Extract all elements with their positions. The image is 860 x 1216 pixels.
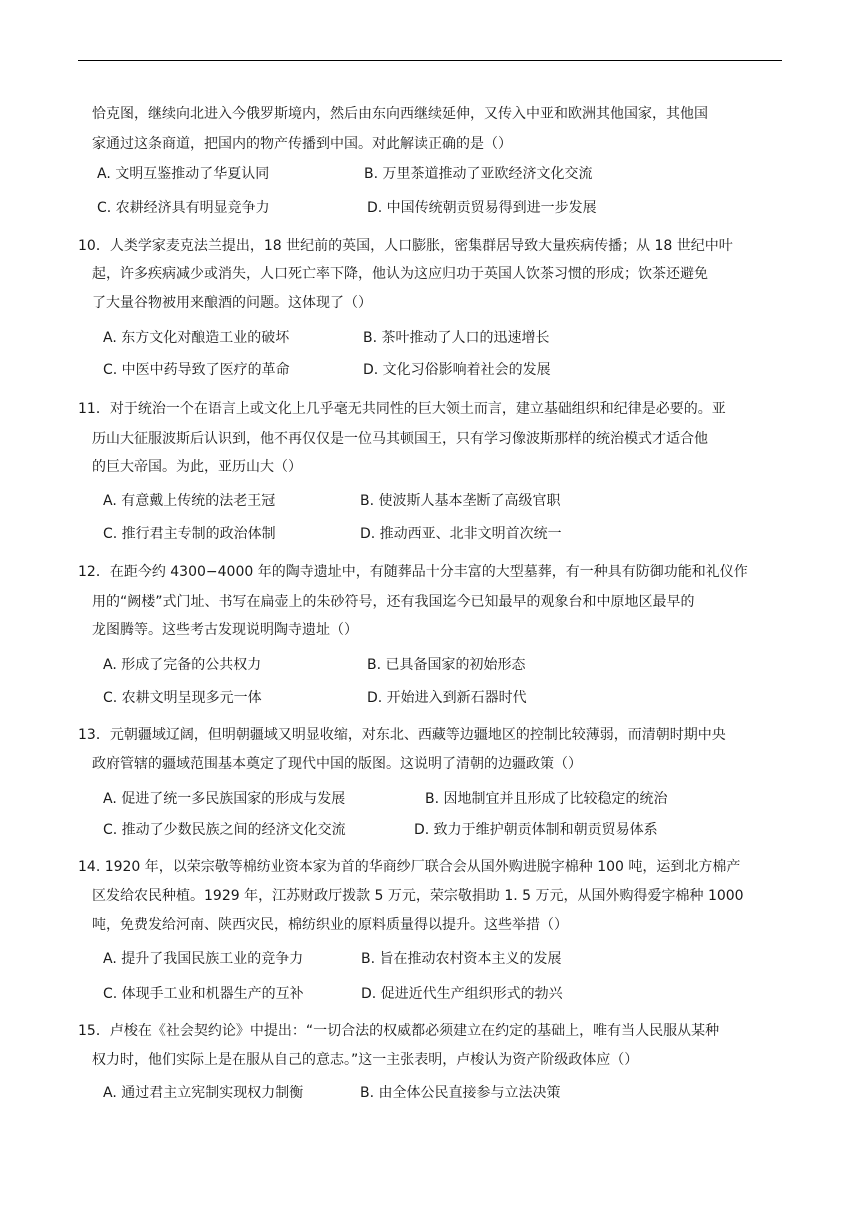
question-text-line: 家通过这条商道，把国内的物产传播到中国。对此解读正确的是（） (92, 136, 512, 152)
option-a: A. 形成了完备的公共权力 (103, 657, 262, 673)
question-11-line: 11．对于统治一个在语言上或文化上几乎毫无共同性的巨大领土而言，建立基础组织和纪律是必要的。亚 (78, 401, 726, 417)
question-12-line: 12．在距今约 4300−4000 年的陶寺遗址中，有随葬品十分丰富的大型墓葬，有一种具有防御功能和礼仪作 (78, 564, 748, 580)
option-b: B. 万里茶道推动了亚欧经济文化交流 (364, 166, 593, 182)
option-a: A. 通过君主立宪制实现权力制衡 (103, 1085, 304, 1101)
question-15-line: 15．卢梭在《社会契约论》中提出：“一切合法的权威都必须建立在约定的基础上，唯有当人民服从某种 (78, 1023, 720, 1039)
option-d: D. 推动西亚、北非文明首次统一 (360, 526, 562, 542)
question-12-line: 龙图腾等。这些考古发现说明陶寺遗址（） (92, 622, 358, 638)
option-c: C. 推动了少数民族之间的经济文化交流 (103, 822, 346, 838)
option-d: D. 中国传统朝贡贸易得到进一步发展 (367, 200, 597, 216)
option-a: A. 东方文化对酿造工业的破坏 (103, 330, 290, 346)
option-a: A. 促进了统一多民族国家的形成与发展 (103, 791, 346, 807)
question-12-line: 用的“阙楼”式门址、书写在扁壶上的朱砂符号，还有我国迄今已知最早的观象台和中原地区最早的 (92, 594, 695, 610)
option-a: A. 有意戴上传统的法老王冠 (103, 493, 276, 509)
option-c: C. 推行君主专制的政治体制 (103, 526, 276, 542)
question-14-line: 吨，免费发给河南、陕西灾民，棉纺织业的原料质量得以提升。这些举措（） (92, 917, 568, 933)
option-a: A. 提升了我国民族工业的竞争力 (103, 951, 304, 967)
option-b: B. 茶叶推动了人口的迅速增长 (363, 330, 550, 346)
question-10-line: 了大量谷物被用来酿酒的问题。这体现了（） (92, 295, 372, 311)
option-b: B. 旨在推动农村资本主义的发展 (361, 951, 562, 967)
question-14-line: 区发给农民种植。1929 年，江苏财政厅拨款 5 万元，荣宗敬捐助 1. 5 万元，从国外购得爱字棉种 1000 (92, 888, 744, 904)
question-13-line: 政府管辖的疆域范围基本奠定了现代中国的版图。这说明了清朝的边疆政策（） (92, 756, 582, 772)
option-d: D. 文化习俗影响着社会的发展 (363, 362, 551, 378)
header-rule (78, 60, 782, 61)
question-10-line: 起，许多疾病减少或消失，人口死亡率下降，他认为这应归功于英国人饮茶习惯的形成；饮茶还避免 (92, 266, 708, 282)
option-d: D. 开始进入到新石器时代 (367, 690, 527, 706)
option-b: B. 已具备国家的初始形态 (367, 657, 526, 673)
question-text-line: 恰克图，继续向北进入今俄罗斯境内，然后由东向西继续延伸，又传入中亚和欧洲其他国家，其他国 (92, 106, 708, 122)
question-10-line: 10．人类学家麦克法兰提出，18 世纪前的英国，人口膨胀，密集群居导致大量疾病传播；从 18 世纪中叶 (78, 238, 733, 254)
option-c: C. 农耕经济具有明显竞争力 (97, 200, 270, 216)
option-a: A. 文明互鉴推动了华夏认同 (97, 166, 270, 182)
question-11-line: 历山大征服波斯后认识到，他不再仅仅是一位马其顿国王，只有学习像波斯那样的统治模式才适合他 (92, 431, 708, 447)
question-13-line: 13．元朝疆域辽阔，但明朝疆域又明显收缩，对东北、西藏等边疆地区的控制比较薄弱，而清朝时期中央 (78, 727, 726, 743)
option-d: D. 促进近代生产组织形式的勃兴 (361, 986, 563, 1002)
option-b: B. 使波斯人基本垄断了高级官职 (360, 493, 561, 509)
option-b: B. 由全体公民直接参与立法决策 (360, 1085, 561, 1101)
option-b: B. 因地制宜并且形成了比较稳定的统治 (425, 791, 668, 807)
option-c: C. 中医中药导致了医疗的革命 (103, 362, 290, 378)
option-c: C. 体现手工业和机器生产的互补 (103, 986, 304, 1002)
question-14-line: 14. 1920 年，以荣宗敬等棉纺业资本家为首的华商纱厂联合会从国外购进脱字棉种 100 吨，运到北方棉产 (78, 859, 741, 875)
question-11-line: 的巨大帝国。为此，亚历山大（） (92, 459, 302, 475)
question-15-line: 权力时，他们实际上是在服从自己的意志。”这一主张表明，卢梭认为资产阶级政体应（） (92, 1052, 639, 1068)
option-c: C. 农耕文明呈现多元一体 (103, 690, 262, 706)
option-d: D. 致力于维护朝贡体制和朝贡贸易体系 (414, 822, 658, 838)
